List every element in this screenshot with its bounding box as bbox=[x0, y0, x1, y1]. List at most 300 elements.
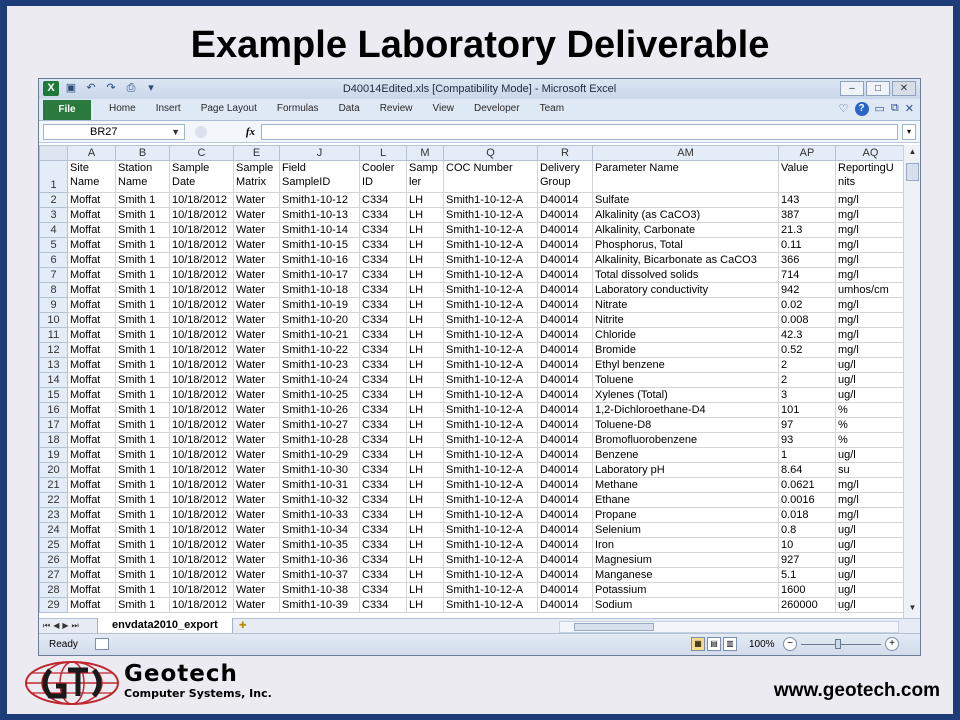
table-cell[interactable]: 927 bbox=[779, 553, 836, 568]
row-header[interactable]: 16 bbox=[40, 403, 68, 418]
table-cell[interactable]: Smith1-10-26 bbox=[280, 403, 360, 418]
table-cell[interactable]: LH bbox=[407, 448, 444, 463]
table-cell[interactable]: Smith1-10-39 bbox=[280, 598, 360, 613]
header-cell[interactable] bbox=[116, 161, 170, 193]
table-cell[interactable]: Methane bbox=[593, 478, 779, 493]
table-cell[interactable]: D40014 bbox=[538, 598, 593, 613]
table-cell[interactable]: Smith1-10-12-A bbox=[444, 373, 538, 388]
table-cell[interactable]: 10/18/2012 bbox=[170, 538, 234, 553]
table-cell[interactable]: ug/l bbox=[836, 448, 906, 463]
row-header[interactable]: 22 bbox=[40, 493, 68, 508]
header-cell[interactable] bbox=[593, 161, 779, 193]
table-cell[interactable]: D40014 bbox=[538, 418, 593, 433]
column-header[interactable]: E bbox=[234, 146, 280, 161]
table-cell[interactable]: Smith1-10-12-A bbox=[444, 598, 538, 613]
table-cell[interactable]: D40014 bbox=[538, 193, 593, 208]
table-cell[interactable]: Bromofluorobenzene bbox=[593, 433, 779, 448]
table-cell[interactable]: Smith1-10-12-A bbox=[444, 358, 538, 373]
table-cell[interactable]: Smith1-10-12-A bbox=[444, 493, 538, 508]
table-cell[interactable]: Moffat bbox=[68, 223, 116, 238]
table-cell[interactable]: D40014 bbox=[538, 223, 593, 238]
table-cell[interactable]: LH bbox=[407, 298, 444, 313]
table-cell[interactable]: Alkalinity (as CaCO3) bbox=[593, 208, 779, 223]
row-header[interactable]: 19 bbox=[40, 448, 68, 463]
page-layout-view-icon[interactable]: ▤ bbox=[707, 637, 721, 651]
table-cell[interactable]: Total dissolved solids bbox=[593, 268, 779, 283]
table-cell[interactable]: 10/18/2012 bbox=[170, 358, 234, 373]
normal-view-icon[interactable]: ▦ bbox=[691, 637, 705, 651]
zoom-in-icon[interactable]: + bbox=[885, 637, 899, 651]
table-cell[interactable]: Moffat bbox=[68, 523, 116, 538]
table-cell[interactable]: Moffat bbox=[68, 358, 116, 373]
column-header[interactable]: AQ bbox=[836, 146, 906, 161]
table-cell[interactable]: Benzene bbox=[593, 448, 779, 463]
table-cell[interactable]: C334 bbox=[360, 358, 407, 373]
tab-developer[interactable]: Developer bbox=[473, 103, 520, 114]
close-button[interactable]: ✕ bbox=[892, 81, 916, 96]
table-cell[interactable]: Smith 1 bbox=[116, 598, 170, 613]
table-cell[interactable]: Smith 1 bbox=[116, 523, 170, 538]
table-cell[interactable]: Smith1-10-20 bbox=[280, 313, 360, 328]
table-cell[interactable]: Water bbox=[234, 208, 280, 223]
table-cell[interactable]: C334 bbox=[360, 463, 407, 478]
table-cell[interactable]: 10/18/2012 bbox=[170, 403, 234, 418]
row-header[interactable]: 2 bbox=[40, 193, 68, 208]
table-cell[interactable]: Sodium bbox=[593, 598, 779, 613]
table-cell[interactable]: Water bbox=[234, 583, 280, 598]
next-sheet-icon[interactable]: ▶ bbox=[62, 621, 69, 630]
table-cell[interactable]: Smith 1 bbox=[116, 508, 170, 523]
table-cell[interactable]: 10/18/2012 bbox=[170, 238, 234, 253]
table-cell[interactable]: Water bbox=[234, 328, 280, 343]
redo-icon[interactable]: ↷ bbox=[106, 82, 116, 94]
table-cell[interactable]: Moffat bbox=[68, 568, 116, 583]
table-cell[interactable]: Smith1-10-12-A bbox=[444, 223, 538, 238]
table-cell[interactable]: 10/18/2012 bbox=[170, 208, 234, 223]
table-cell[interactable]: 10/18/2012 bbox=[170, 553, 234, 568]
table-cell[interactable]: 0.8 bbox=[779, 523, 836, 538]
table-cell[interactable]: su bbox=[836, 463, 906, 478]
row-header[interactable]: 8 bbox=[40, 283, 68, 298]
table-cell[interactable]: 10/18/2012 bbox=[170, 568, 234, 583]
table-cell[interactable]: D40014 bbox=[538, 238, 593, 253]
close-workbook-icon[interactable]: ✕ bbox=[904, 103, 914, 115]
table-cell[interactable]: Smith1-10-12-A bbox=[444, 328, 538, 343]
table-cell[interactable]: 93 bbox=[779, 433, 836, 448]
table-cell[interactable]: Smith1-10-12 bbox=[280, 193, 360, 208]
table-cell[interactable]: LH bbox=[407, 598, 444, 613]
table-cell[interactable]: 10/18/2012 bbox=[170, 298, 234, 313]
table-cell[interactable]: Magnesium bbox=[593, 553, 779, 568]
table-cell[interactable]: Sulfate bbox=[593, 193, 779, 208]
table-cell[interactable]: Moffat bbox=[68, 238, 116, 253]
expand-formula-bar-icon[interactable]: ▾ bbox=[902, 124, 916, 140]
table-cell[interactable]: Laboratory pH bbox=[593, 463, 779, 478]
table-cell[interactable]: Smith1-10-12-A bbox=[444, 418, 538, 433]
table-cell[interactable]: Smith 1 bbox=[116, 343, 170, 358]
table-cell[interactable]: 10/18/2012 bbox=[170, 313, 234, 328]
table-cell[interactable]: Smith1-10-15 bbox=[280, 238, 360, 253]
table-cell[interactable]: Water bbox=[234, 223, 280, 238]
table-cell[interactable]: 10/18/2012 bbox=[170, 448, 234, 463]
table-cell[interactable]: 10/18/2012 bbox=[170, 388, 234, 403]
table-cell[interactable]: D40014 bbox=[538, 448, 593, 463]
table-cell[interactable]: 714 bbox=[779, 268, 836, 283]
table-cell[interactable]: D40014 bbox=[538, 403, 593, 418]
table-cell[interactable]: ug/l bbox=[836, 373, 906, 388]
table-cell[interactable]: Alkalinity, Carbonate bbox=[593, 223, 779, 238]
row-header[interactable]: 10 bbox=[40, 313, 68, 328]
table-cell[interactable]: 10/18/2012 bbox=[170, 253, 234, 268]
table-cell[interactable]: Smith 1 bbox=[116, 538, 170, 553]
table-cell[interactable]: LH bbox=[407, 313, 444, 328]
header-cell[interactable] bbox=[280, 161, 360, 193]
table-cell[interactable]: Smith1-10-12-A bbox=[444, 388, 538, 403]
row-header[interactable]: 21 bbox=[40, 478, 68, 493]
row-header[interactable]: 1 bbox=[40, 161, 68, 193]
table-cell[interactable]: Ethane bbox=[593, 493, 779, 508]
zoom-slider-track[interactable] bbox=[801, 644, 881, 645]
restore-icon[interactable]: ⧉ bbox=[890, 102, 899, 114]
table-cell[interactable]: Smith 1 bbox=[116, 433, 170, 448]
table-cell[interactable]: Water bbox=[234, 463, 280, 478]
table-cell[interactable]: 3 bbox=[779, 388, 836, 403]
table-cell[interactable]: Manganese bbox=[593, 568, 779, 583]
table-cell[interactable]: Smith 1 bbox=[116, 418, 170, 433]
table-cell[interactable]: D40014 bbox=[538, 268, 593, 283]
header-cell[interactable] bbox=[538, 161, 593, 193]
table-cell[interactable]: LH bbox=[407, 268, 444, 283]
table-cell[interactable]: C334 bbox=[360, 508, 407, 523]
table-cell[interactable]: Bromide bbox=[593, 343, 779, 358]
table-cell[interactable]: Moffat bbox=[68, 538, 116, 553]
undo-icon[interactable]: ↶ bbox=[86, 82, 96, 94]
table-cell[interactable]: % bbox=[836, 418, 906, 433]
table-cell[interactable]: C334 bbox=[360, 553, 407, 568]
table-cell[interactable]: LH bbox=[407, 403, 444, 418]
table-cell[interactable]: Smith1-10-12-A bbox=[444, 238, 538, 253]
table-cell[interactable]: C334 bbox=[360, 583, 407, 598]
table-cell[interactable]: Moffat bbox=[68, 403, 116, 418]
table-cell[interactable]: Smith 1 bbox=[116, 583, 170, 598]
scroll-up-icon[interactable]: ▲ bbox=[908, 147, 917, 156]
table-cell[interactable]: 10/18/2012 bbox=[170, 328, 234, 343]
table-cell[interactable]: C334 bbox=[360, 298, 407, 313]
table-cell[interactable]: Smith1-10-12-A bbox=[444, 553, 538, 568]
table-cell[interactable]: Smith1-10-24 bbox=[280, 373, 360, 388]
table-cell[interactable]: Nitrite bbox=[593, 313, 779, 328]
table-cell[interactable]: Water bbox=[234, 283, 280, 298]
table-cell[interactable]: LH bbox=[407, 343, 444, 358]
table-cell[interactable]: 0.52 bbox=[779, 343, 836, 358]
header-cell[interactable] bbox=[779, 161, 836, 193]
table-cell[interactable]: C334 bbox=[360, 283, 407, 298]
table-cell[interactable]: Smith 1 bbox=[116, 478, 170, 493]
column-header[interactable]: Q bbox=[444, 146, 538, 161]
table-cell[interactable]: mg/l bbox=[836, 193, 906, 208]
table-cell[interactable]: Smith 1 bbox=[116, 448, 170, 463]
row-header[interactable]: 6 bbox=[40, 253, 68, 268]
table-cell[interactable]: D40014 bbox=[538, 298, 593, 313]
name-box-dropdown-icon[interactable]: ▼ bbox=[171, 127, 180, 137]
table-cell[interactable]: C334 bbox=[360, 523, 407, 538]
table-cell[interactable]: Smith 1 bbox=[116, 553, 170, 568]
table-cell[interactable]: C334 bbox=[360, 268, 407, 283]
table-cell[interactable]: Smith 1 bbox=[116, 313, 170, 328]
table-cell[interactable]: Alkalinity, Bicarbonate as CaCO3 bbox=[593, 253, 779, 268]
table-cell[interactable]: 1 bbox=[779, 448, 836, 463]
table-cell[interactable]: Smith1-10-32 bbox=[280, 493, 360, 508]
table-cell[interactable]: Smith1-10-12-A bbox=[444, 433, 538, 448]
table-cell[interactable]: LH bbox=[407, 253, 444, 268]
table-cell[interactable]: C334 bbox=[360, 403, 407, 418]
table-cell[interactable]: Smith1-10-12-A bbox=[444, 208, 538, 223]
table-cell[interactable]: 2 bbox=[779, 373, 836, 388]
table-cell[interactable]: C334 bbox=[360, 493, 407, 508]
table-cell[interactable]: Smith1-10-13 bbox=[280, 208, 360, 223]
table-cell[interactable]: 42.3 bbox=[779, 328, 836, 343]
macro-record-icon[interactable] bbox=[95, 638, 109, 650]
table-cell[interactable]: Iron bbox=[593, 538, 779, 553]
table-cell[interactable]: 260000 bbox=[779, 598, 836, 613]
table-cell[interactable]: D40014 bbox=[538, 283, 593, 298]
table-cell[interactable]: Moffat bbox=[68, 448, 116, 463]
table-cell[interactable]: 143 bbox=[779, 193, 836, 208]
table-cell[interactable]: Moffat bbox=[68, 253, 116, 268]
row-header[interactable]: 7 bbox=[40, 268, 68, 283]
table-cell[interactable]: D40014 bbox=[538, 583, 593, 598]
tab-view[interactable]: View bbox=[432, 103, 454, 114]
worksheet-grid[interactable] bbox=[39, 145, 921, 618]
table-cell[interactable]: LH bbox=[407, 283, 444, 298]
table-cell[interactable]: Moffat bbox=[68, 313, 116, 328]
table-cell[interactable]: LH bbox=[407, 538, 444, 553]
table-cell[interactable]: Smith1-10-23 bbox=[280, 358, 360, 373]
table-cell[interactable]: D40014 bbox=[538, 358, 593, 373]
row-header[interactable]: 25 bbox=[40, 538, 68, 553]
table-cell[interactable]: Xylenes (Total) bbox=[593, 388, 779, 403]
table-cell[interactable]: Smith1-10-12-A bbox=[444, 193, 538, 208]
table-cell[interactable]: 0.02 bbox=[779, 298, 836, 313]
table-cell[interactable]: D40014 bbox=[538, 538, 593, 553]
table-cell[interactable]: Water bbox=[234, 418, 280, 433]
table-cell[interactable]: 10/18/2012 bbox=[170, 523, 234, 538]
horizontal-scroll-thumb[interactable] bbox=[574, 623, 654, 631]
table-cell[interactable]: C334 bbox=[360, 433, 407, 448]
table-cell[interactable]: % bbox=[836, 433, 906, 448]
table-cell[interactable]: Smith1-10-12-A bbox=[444, 583, 538, 598]
table-cell[interactable]: 8.64 bbox=[779, 463, 836, 478]
table-cell[interactable]: LH bbox=[407, 388, 444, 403]
table-cell[interactable]: Smith1-10-38 bbox=[280, 583, 360, 598]
table-cell[interactable]: mg/l bbox=[836, 253, 906, 268]
table-cell[interactable]: D40014 bbox=[538, 523, 593, 538]
table-cell[interactable]: Chloride bbox=[593, 328, 779, 343]
table-cell[interactable]: 366 bbox=[779, 253, 836, 268]
table-cell[interactable]: Water bbox=[234, 598, 280, 613]
table-cell[interactable]: 10/18/2012 bbox=[170, 583, 234, 598]
table-cell[interactable]: C334 bbox=[360, 478, 407, 493]
header-cell[interactable] bbox=[68, 161, 116, 193]
row-header[interactable]: 13 bbox=[40, 358, 68, 373]
table-cell[interactable]: Smith 1 bbox=[116, 328, 170, 343]
table-cell[interactable]: Smith1-10-25 bbox=[280, 388, 360, 403]
table-cell[interactable]: Smith1-10-12-A bbox=[444, 448, 538, 463]
table-cell[interactable]: Smith1-10-21 bbox=[280, 328, 360, 343]
sheet-tab[interactable]: envdata2010_export bbox=[97, 618, 233, 634]
prev-sheet-icon[interactable]: ◀ bbox=[53, 621, 60, 630]
table-cell[interactable]: D40014 bbox=[538, 313, 593, 328]
table-cell[interactable]: Moffat bbox=[68, 343, 116, 358]
table-cell[interactable]: Smith1-10-14 bbox=[280, 223, 360, 238]
table-cell[interactable]: Moffat bbox=[68, 208, 116, 223]
table-cell[interactable]: 10/18/2012 bbox=[170, 598, 234, 613]
help-icon[interactable]: ? bbox=[855, 102, 869, 116]
zoom-level[interactable]: 100% bbox=[749, 639, 775, 650]
table-cell[interactable]: LH bbox=[407, 328, 444, 343]
tab-file[interactable]: File bbox=[43, 100, 91, 120]
table-cell[interactable]: Water bbox=[234, 433, 280, 448]
table-cell[interactable]: Smith1-10-12-A bbox=[444, 313, 538, 328]
table-cell[interactable]: Water bbox=[234, 388, 280, 403]
table-cell[interactable]: Water bbox=[234, 553, 280, 568]
tab-formulas[interactable]: Formulas bbox=[276, 103, 319, 114]
table-cell[interactable]: 387 bbox=[779, 208, 836, 223]
customize-toolbar-icon[interactable]: ▾ bbox=[148, 82, 154, 94]
table-cell[interactable]: Smith1-10-12-A bbox=[444, 403, 538, 418]
table-cell[interactable]: ug/l bbox=[836, 523, 906, 538]
table-cell[interactable]: Water bbox=[234, 448, 280, 463]
table-cell[interactable]: Smith1-10-12-A bbox=[444, 478, 538, 493]
last-sheet-icon[interactable]: ⏭ bbox=[71, 621, 79, 630]
table-cell[interactable]: D40014 bbox=[538, 253, 593, 268]
table-cell[interactable]: Water bbox=[234, 193, 280, 208]
table-cell[interactable]: C334 bbox=[360, 328, 407, 343]
table-cell[interactable]: LH bbox=[407, 493, 444, 508]
table-cell[interactable]: Moffat bbox=[68, 328, 116, 343]
column-header[interactable]: A bbox=[68, 146, 116, 161]
row-header[interactable]: 12 bbox=[40, 343, 68, 358]
table-cell[interactable]: Moffat bbox=[68, 283, 116, 298]
table-cell[interactable]: Water bbox=[234, 403, 280, 418]
column-header[interactable]: B bbox=[116, 146, 170, 161]
minimize-ribbon-icon[interactable]: ♡ bbox=[838, 103, 849, 115]
table-cell[interactable]: Smith1-10-12-A bbox=[444, 268, 538, 283]
table-cell[interactable]: 5.1 bbox=[779, 568, 836, 583]
table-cell[interactable]: D40014 bbox=[538, 208, 593, 223]
row-header[interactable]: 4 bbox=[40, 223, 68, 238]
tab-review[interactable]: Review bbox=[379, 103, 413, 114]
table-cell[interactable]: C334 bbox=[360, 388, 407, 403]
table-cell[interactable]: Smith 1 bbox=[116, 493, 170, 508]
table-cell[interactable]: mg/l bbox=[836, 268, 906, 283]
table-cell[interactable]: Water bbox=[234, 268, 280, 283]
table-cell[interactable]: LH bbox=[407, 223, 444, 238]
table-cell[interactable]: Selenium bbox=[593, 523, 779, 538]
table-cell[interactable]: 10/18/2012 bbox=[170, 493, 234, 508]
table-cell[interactable]: 10/18/2012 bbox=[170, 268, 234, 283]
table-cell[interactable]: D40014 bbox=[538, 478, 593, 493]
header-cell[interactable] bbox=[407, 161, 444, 193]
table-cell[interactable]: Smith 1 bbox=[116, 208, 170, 223]
table-cell[interactable]: Moffat bbox=[68, 598, 116, 613]
column-header[interactable]: AP bbox=[779, 146, 836, 161]
select-all-corner[interactable] bbox=[40, 146, 68, 161]
table-cell[interactable]: C334 bbox=[360, 208, 407, 223]
zoom-slider-thumb[interactable] bbox=[835, 639, 841, 649]
vertical-scroll-thumb[interactable] bbox=[906, 163, 919, 181]
vertical-scrollbar[interactable] bbox=[903, 145, 920, 618]
table-cell[interactable]: mg/l bbox=[836, 478, 906, 493]
table-cell[interactable]: Ethyl benzene bbox=[593, 358, 779, 373]
table-cell[interactable]: C334 bbox=[360, 448, 407, 463]
table-cell[interactable]: Moffat bbox=[68, 418, 116, 433]
table-cell[interactable]: Smith 1 bbox=[116, 223, 170, 238]
table-cell[interactable]: 0.0016 bbox=[779, 493, 836, 508]
table-cell[interactable]: Moffat bbox=[68, 553, 116, 568]
table-cell[interactable]: C334 bbox=[360, 343, 407, 358]
table-cell[interactable]: LH bbox=[407, 583, 444, 598]
table-cell[interactable]: 10/18/2012 bbox=[170, 223, 234, 238]
print-icon[interactable]: ⎙ bbox=[126, 82, 136, 94]
table-cell[interactable]: Moffat bbox=[68, 193, 116, 208]
table-cell[interactable]: ug/l bbox=[836, 598, 906, 613]
table-cell[interactable]: Water bbox=[234, 508, 280, 523]
table-cell[interactable]: D40014 bbox=[538, 493, 593, 508]
insert-sheet-icon[interactable]: ✚ bbox=[239, 620, 247, 630]
table-cell[interactable]: LH bbox=[407, 553, 444, 568]
table-cell[interactable]: Water bbox=[234, 238, 280, 253]
table-cell[interactable]: Smith 1 bbox=[116, 193, 170, 208]
table-cell[interactable]: 10/18/2012 bbox=[170, 418, 234, 433]
table-cell[interactable]: Water bbox=[234, 298, 280, 313]
table-cell[interactable]: Smith1-10-12-A bbox=[444, 253, 538, 268]
table-cell[interactable]: mg/l bbox=[836, 328, 906, 343]
table-cell[interactable]: Propane bbox=[593, 508, 779, 523]
table-cell[interactable]: Moffat bbox=[68, 388, 116, 403]
excel-logo-icon[interactable]: X bbox=[43, 81, 59, 96]
table-cell[interactable]: LH bbox=[407, 523, 444, 538]
table-cell[interactable]: Smith1-10-35 bbox=[280, 538, 360, 553]
table-cell[interactable]: Laboratory conductivity bbox=[593, 283, 779, 298]
maximize-button[interactable]: □ bbox=[866, 81, 890, 96]
table-cell[interactable]: 101 bbox=[779, 403, 836, 418]
tab-page-layout[interactable]: Page Layout bbox=[200, 103, 257, 114]
table-cell[interactable]: 10/18/2012 bbox=[170, 463, 234, 478]
header-cell[interactable] bbox=[836, 161, 906, 193]
table-cell[interactable]: Smith1-10-12-A bbox=[444, 343, 538, 358]
table-cell[interactable]: Water bbox=[234, 313, 280, 328]
table-cell[interactable]: Smith 1 bbox=[116, 373, 170, 388]
table-cell[interactable]: Smith1-10-12-A bbox=[444, 508, 538, 523]
table-cell[interactable]: LH bbox=[407, 463, 444, 478]
column-header[interactable]: R bbox=[538, 146, 593, 161]
table-cell[interactable]: Water bbox=[234, 538, 280, 553]
table-cell[interactable]: 10/18/2012 bbox=[170, 373, 234, 388]
table-cell[interactable]: Smith1-10-37 bbox=[280, 568, 360, 583]
table-cell[interactable]: Water bbox=[234, 493, 280, 508]
table-cell[interactable]: 10/18/2012 bbox=[170, 433, 234, 448]
column-header[interactable]: L bbox=[360, 146, 407, 161]
table-cell[interactable]: Potassium bbox=[593, 583, 779, 598]
table-cell[interactable]: 2 bbox=[779, 358, 836, 373]
table-cell[interactable]: LH bbox=[407, 508, 444, 523]
row-header[interactable]: 3 bbox=[40, 208, 68, 223]
table-cell[interactable]: Smith1-10-12-A bbox=[444, 538, 538, 553]
row-header[interactable]: 27 bbox=[40, 568, 68, 583]
save-icon[interactable]: ▣ bbox=[65, 82, 77, 94]
page-break-view-icon[interactable]: ▥ bbox=[723, 637, 737, 651]
